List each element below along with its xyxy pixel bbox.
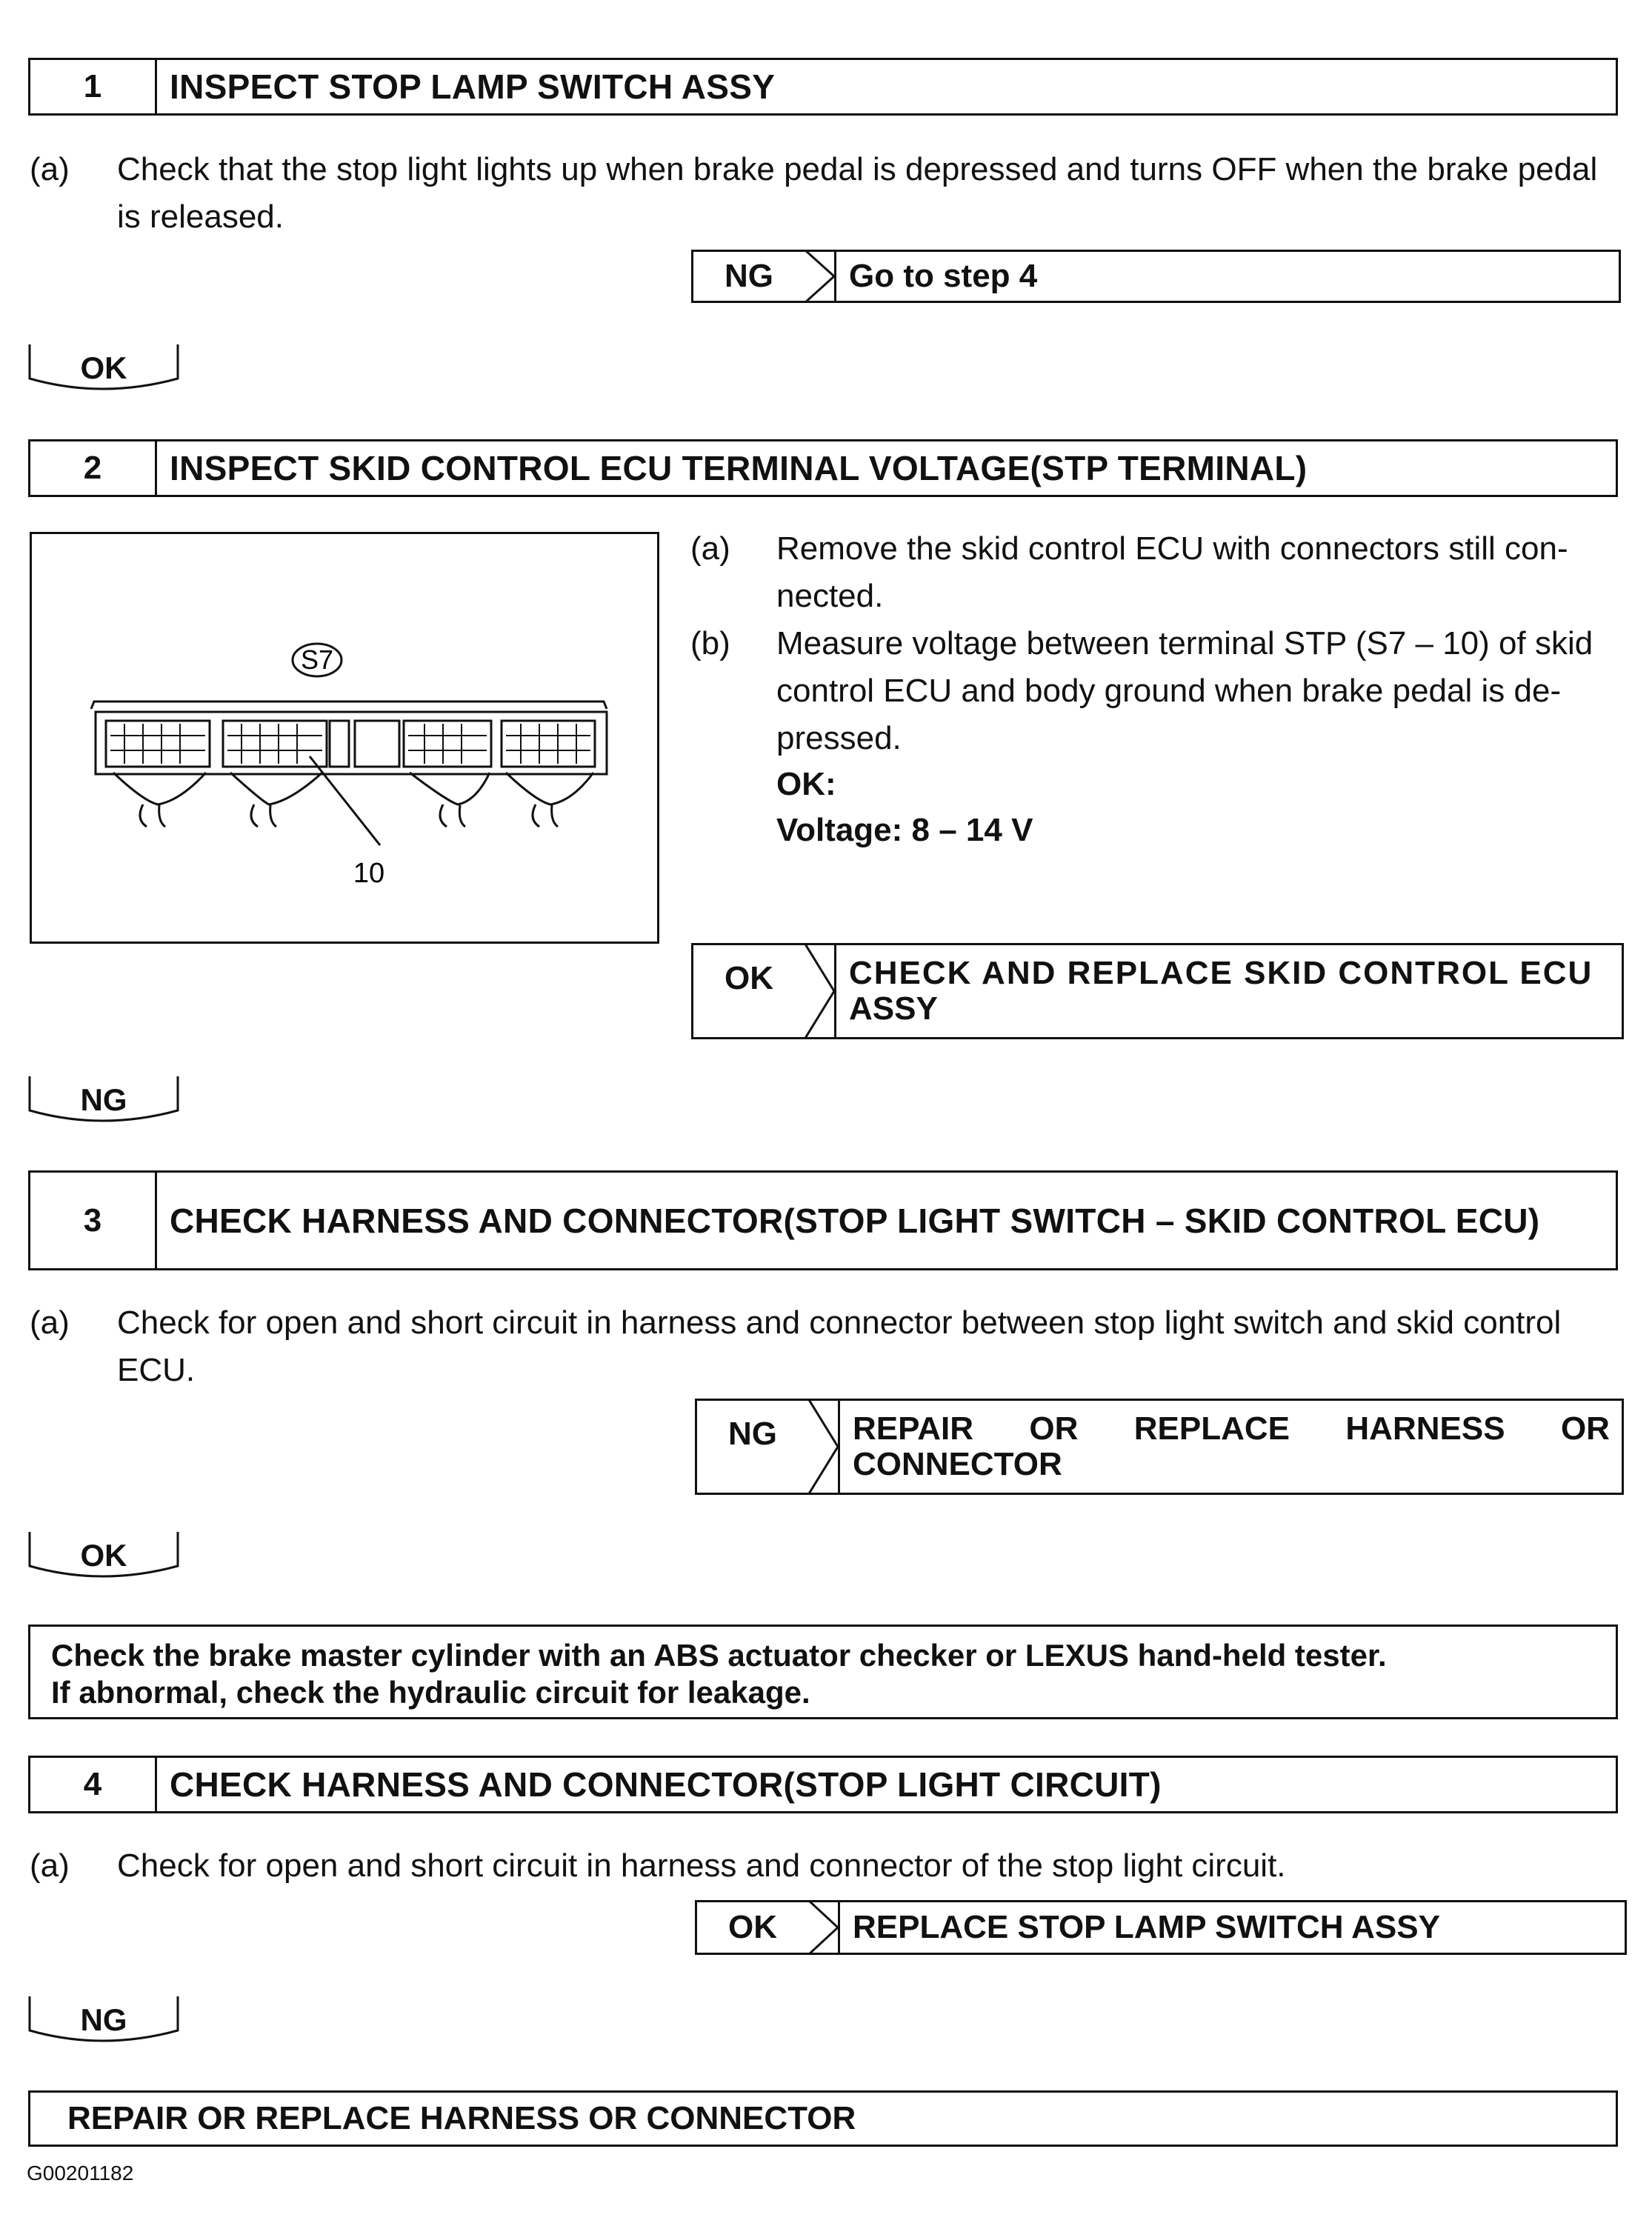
instruction-line: Check for open and short circuit in harness and connector between stop light switch and skid control <box>117 1304 1562 1341</box>
chevron-right-icon <box>805 943 834 1039</box>
note-line: Check the brake master cylinder with an ABS actuator checker or LEXUS hand-held tester. <box>51 1638 1387 1673</box>
instruction-line: Measure voltage between terminal STP (S7 – 10) of skid <box>776 625 1593 662</box>
step-3-ok-branch <box>28 1532 179 1576</box>
step-2-instruction-b <box>690 621 1624 858</box>
step-3-header <box>28 1170 1618 1270</box>
step-title: INSPECT SKID CONTROL ECU TERMINAL VOLTAGE(STP TERMINAL) <box>170 449 1308 487</box>
instruction-line: Remove the skid control ECU with connectors still con- <box>776 530 1568 567</box>
final-action-text: REPAIR OR REPLACE HARNESS OR CONNECTOR <box>67 2100 856 2136</box>
chevron-right-icon <box>808 1399 838 1495</box>
step-title: CHECK HARNESS AND CONNECTOR(STOP LIGHT SWITCH – SKID CONTROL ECU) <box>170 1201 1540 1240</box>
step-4-ok-result <box>695 1900 1627 1955</box>
spec-heading: OK: <box>776 766 836 802</box>
step-1-ok-branch <box>28 344 179 389</box>
instruction-line: is released. <box>117 199 284 235</box>
step-number: 3 <box>30 1173 157 1268</box>
item-label: (b) <box>690 625 730 662</box>
step-number: 2 <box>30 441 157 495</box>
branch-label: OK <box>80 1538 127 1573</box>
note-line: If abnormal, check the hydraulic circuit for leakage. <box>51 1675 810 1710</box>
ecu-connector-diagram <box>32 534 657 942</box>
result-line: ASSY <box>849 990 938 1027</box>
result-word: REPAIR <box>853 1410 973 1447</box>
instruction-line: ECU. <box>117 1352 196 1388</box>
branch-label: NG <box>80 2002 127 2037</box>
step-4-header <box>28 1756 1618 1813</box>
item-label: (a) <box>30 1847 70 1884</box>
instruction-line: Check for open and short circuit in harness and connector of the stop light circuit. <box>117 1847 1286 1884</box>
result-line <box>853 1411 1610 1447</box>
step-2-instruction-a <box>690 526 1624 622</box>
step-2-ng-branch <box>28 1076 179 1121</box>
item-label: (a) <box>30 151 70 187</box>
spec-value: Voltage: 8 – 14 V <box>776 812 1033 848</box>
item-label: (a) <box>690 530 730 567</box>
step-1-instruction-a <box>30 147 1622 243</box>
step-3-ng-result <box>695 1399 1624 1495</box>
step-4-instruction-a <box>30 1843 1622 1892</box>
result-text <box>849 945 1610 1037</box>
result-word: OR <box>1029 1410 1079 1447</box>
result-text: REPLACE STOP LAMP SWITCH ASSY <box>853 1909 1440 1945</box>
connector-label: S7 <box>300 644 334 675</box>
result-label: NG <box>725 258 773 294</box>
result-label: OK <box>725 960 773 996</box>
step-number: 1 <box>30 60 157 113</box>
step-title: INSPECT STOP LAMP SWITCH ASSY <box>170 67 776 106</box>
instruction-line: Check that the stop light lights up when brake pedal is depressed and turns OFF when the brake pedal <box>117 151 1598 187</box>
chevron-right-icon <box>808 1900 838 1955</box>
item-label: (a) <box>30 1304 70 1341</box>
step-title: CHECK HARNESS AND CONNECTOR(STOP LIGHT CIRCUIT) <box>170 1765 1162 1804</box>
terminal-label: 10 <box>353 858 385 889</box>
chevron-right-icon <box>805 250 834 303</box>
instruction-line: control ECU and body ground when brake pedal is de- <box>776 673 1562 709</box>
step-4-ng-branch <box>28 1996 179 2041</box>
final-action-box <box>28 2090 1618 2147</box>
result-label: OK <box>728 1909 777 1945</box>
result-line: CONNECTOR <box>853 1446 1062 1482</box>
ecu-connector-figure <box>30 532 659 944</box>
master-cylinder-note <box>28 1624 1618 1719</box>
step-1-header <box>28 58 1618 116</box>
result-word: HARNESS <box>1345 1410 1505 1447</box>
result-text <box>853 1401 1610 1493</box>
result-line: CHECK AND REPLACE SKID CONTROL ECU <box>849 955 1593 991</box>
branch-label: NG <box>80 1082 127 1117</box>
step-2-header <box>28 439 1618 497</box>
step-3-instruction-a <box>30 1300 1622 1396</box>
result-label: NG <box>728 1416 777 1452</box>
instruction-line: pressed. <box>776 720 902 756</box>
step-1-ng-result <box>691 250 1621 303</box>
instruction-line: nected. <box>776 578 884 614</box>
figure-code: G00201182 <box>27 2162 134 2185</box>
result-word: REPLACE <box>1133 1410 1290 1447</box>
result-text: Go to step 4 <box>849 258 1038 294</box>
step-number: 4 <box>30 1758 157 1811</box>
step-2-ok-result <box>691 943 1624 1039</box>
branch-label: OK <box>80 350 127 385</box>
result-word: OR <box>1560 1410 1610 1447</box>
